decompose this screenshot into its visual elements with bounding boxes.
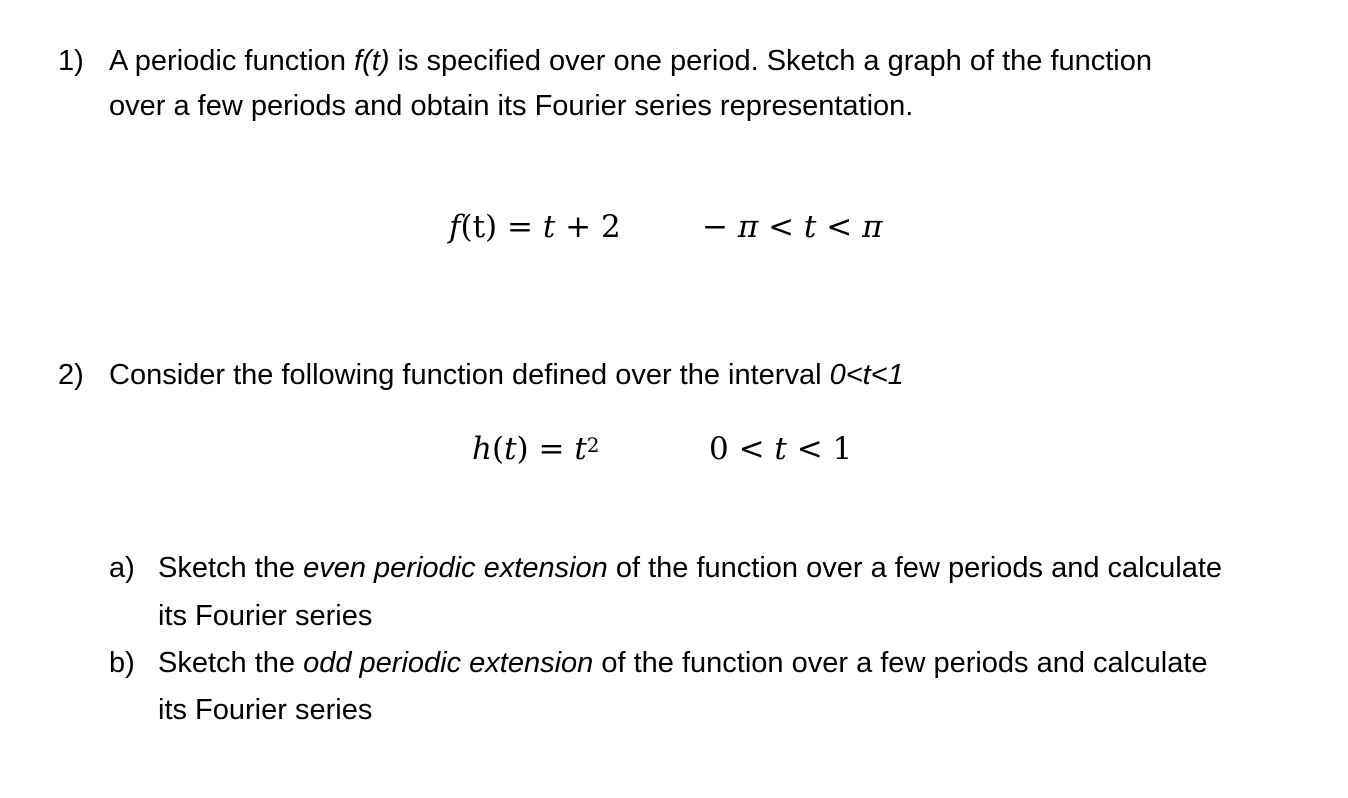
eq1-lhs-rest: (t) = <box>460 209 543 245</box>
part-b-label: b) <box>109 647 135 679</box>
question-1-text-a: A periodic function <box>109 45 355 77</box>
part-a-text-a: Sketch the <box>158 552 304 584</box>
question-1-range <box>702 209 882 245</box>
eq1-plus-two: + 2 <box>555 209 621 245</box>
range1-minus: − <box>702 209 738 245</box>
eq2-paren-close-equals: ) = <box>516 431 575 467</box>
part-b-line-1 <box>158 646 1208 680</box>
range2-t: t <box>774 431 787 467</box>
part-b-text-a: Sketch the <box>158 647 304 679</box>
question-2-line-1 <box>109 358 904 392</box>
eq2-t-base: t <box>574 431 587 467</box>
eq1-t: t <box>542 209 556 245</box>
part-a-line-2: its Fourier series <box>158 600 373 632</box>
question-2-text: Consider the following function defined over the interval <box>109 359 830 391</box>
range2-lt-one: < 1 <box>786 431 853 467</box>
range1-pi-right: π <box>862 209 883 245</box>
range1-lt-2: < <box>816 209 863 245</box>
part-a-emphasis: even periodic extension <box>303 552 608 584</box>
eq2-h: h <box>472 431 492 467</box>
part-b-line-2: its Fourier series <box>158 694 373 726</box>
eq1-f: f <box>449 209 461 245</box>
part-a-line-1 <box>158 551 1222 585</box>
part-a-text-b: of the function over a few periods and calculate <box>607 552 1223 584</box>
eq2-t: t <box>504 431 517 467</box>
part-b-emphasis: odd periodic extension <box>303 647 594 679</box>
question-1-text-b: is specified over one period. Sketch a graph of the function <box>389 45 1153 77</box>
range2-zero-lt: 0 < <box>709 431 775 467</box>
question-2-range <box>709 431 852 467</box>
part-b-text-b: of the function over a few periods and calculate <box>593 647 1208 679</box>
range1-lt-1: < <box>758 209 804 245</box>
question-1-line-1 <box>109 44 1152 78</box>
question-1-number: 1) <box>58 45 84 77</box>
range1-t: t <box>803 209 817 245</box>
question-2-number: 2) <box>58 359 84 391</box>
eq2-paren-open: ( <box>491 431 505 467</box>
part-a-label: a) <box>109 552 135 584</box>
question-2-equation <box>472 431 600 467</box>
range1-pi-left: π <box>737 209 759 245</box>
question-2-interval: 0<t<1 <box>829 359 904 391</box>
question-1-function-name: f(t) <box>354 45 390 77</box>
eq2-exponent: 2 <box>586 433 600 457</box>
question-1-line-2: over a few periods and obtain its Fourier series representation. <box>109 90 914 122</box>
question-1-equation <box>449 209 621 245</box>
